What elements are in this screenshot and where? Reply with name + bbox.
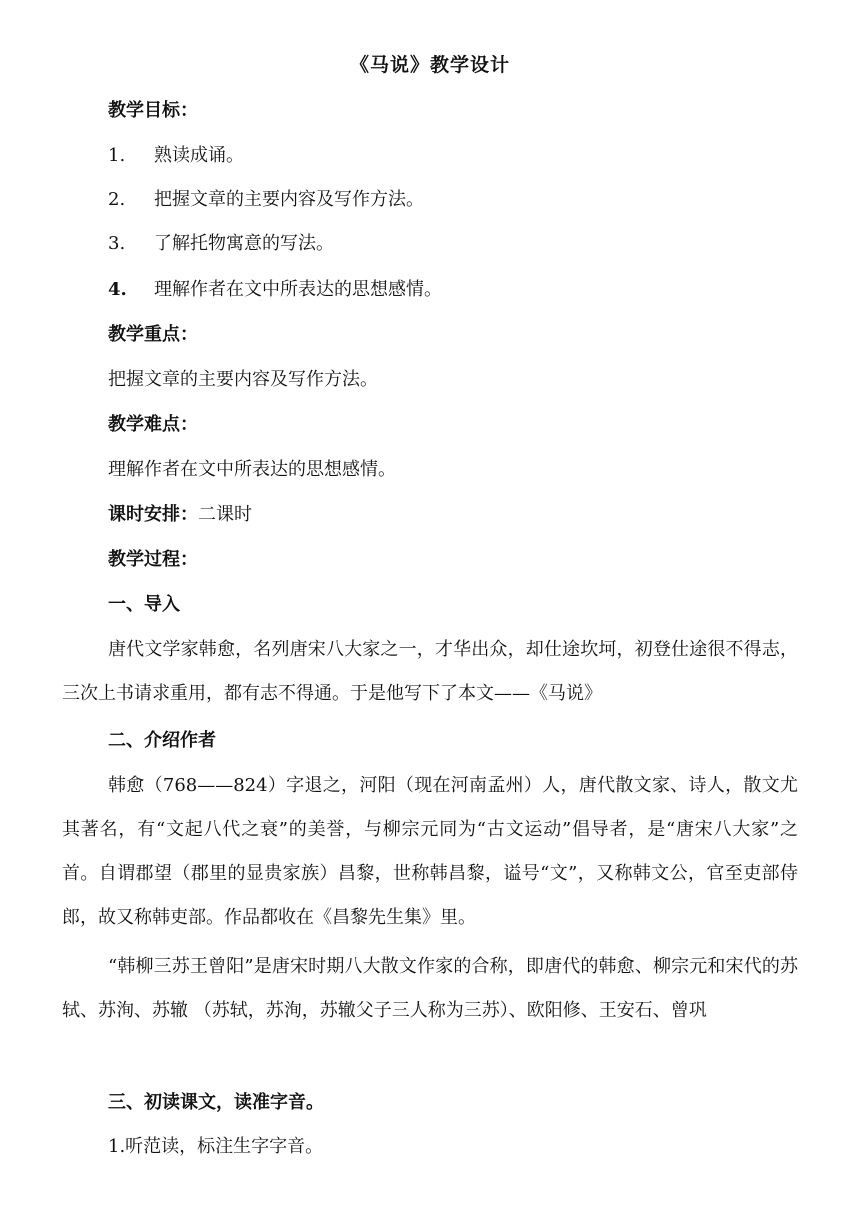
key-points-heading: 教学重点： (108, 324, 198, 345)
objective-item (108, 187, 424, 213)
objective-number: 3. (108, 233, 126, 254)
objectives-heading: 教学目标： (108, 100, 198, 121)
section-heading-author: 二、介绍作者 (108, 730, 216, 751)
objective-item (108, 277, 442, 303)
objective-number: 2. (108, 189, 126, 210)
key-points-text: 把握文章的主要内容及写作方法。 (108, 369, 378, 390)
section-intro-paragraph: 唐代文学家韩愈，名列唐宋八大家之一，才华出众，却仕途坎坷，初登仕途很不得志，三次上书请求重用，都有志不得通。于是他写下了本文——《马说》 (62, 639, 798, 704)
objective-text: 把握文章的主要内容及写作方法。 (154, 189, 424, 210)
author-paragraph-1: 韩愈（768——824）字退之，河阳（现在河南孟州）人，唐代散文家、诗人，散文尤其著名，有“文起八代之衰”的美誉，与柳宗元同为“古文运动”倡导者，是“唐宋八大家”之首。自谓郡望（郡里的显贵家族）昌黎，世称韩昌黎，谥号“文”，又称韩文公，官至吏部侍郎，故又称韩吏部。作品都收在《昌黎先生集》里。 (62, 775, 798, 928)
objective-item (108, 231, 334, 257)
section-heading-reading: 三、初读课文，读准字音。 (108, 1092, 324, 1113)
objective-text: 了解托物寓意的写法。 (154, 233, 334, 254)
author-paragraph-2: “韩柳三苏王曾阳”是唐宋时期八大散文作家的合称，即唐代的韩愈、柳宗元和宋代的苏轼、苏洵、苏辙 （苏轼，苏洵，苏辙父子三人称为三苏）、欧阳修、王安石、曾巩 (62, 956, 798, 1021)
process-heading: 教学过程： (108, 549, 198, 570)
reading-item-1: 1.听范读，标注生字字音。 (108, 1136, 324, 1157)
schedule-line (108, 502, 808, 528)
difficulty-heading: 教学难点： (108, 414, 198, 435)
schedule-label: 课时安排： (108, 504, 198, 525)
objective-number: 4. (108, 279, 127, 300)
schedule-value: 二课时 (198, 504, 252, 525)
objective-item (108, 143, 244, 169)
objective-text: 理解作者在文中所表达的思想感情。 (154, 279, 442, 300)
section-heading-intro: 一、导入 (108, 594, 180, 615)
objective-text: 熟读成诵。 (154, 145, 244, 166)
difficulty-text: 理解作者在文中所表达的思想感情。 (108, 459, 396, 480)
objective-number: 1. (108, 145, 126, 166)
document-title: 《马说》教学设计 (349, 54, 510, 76)
